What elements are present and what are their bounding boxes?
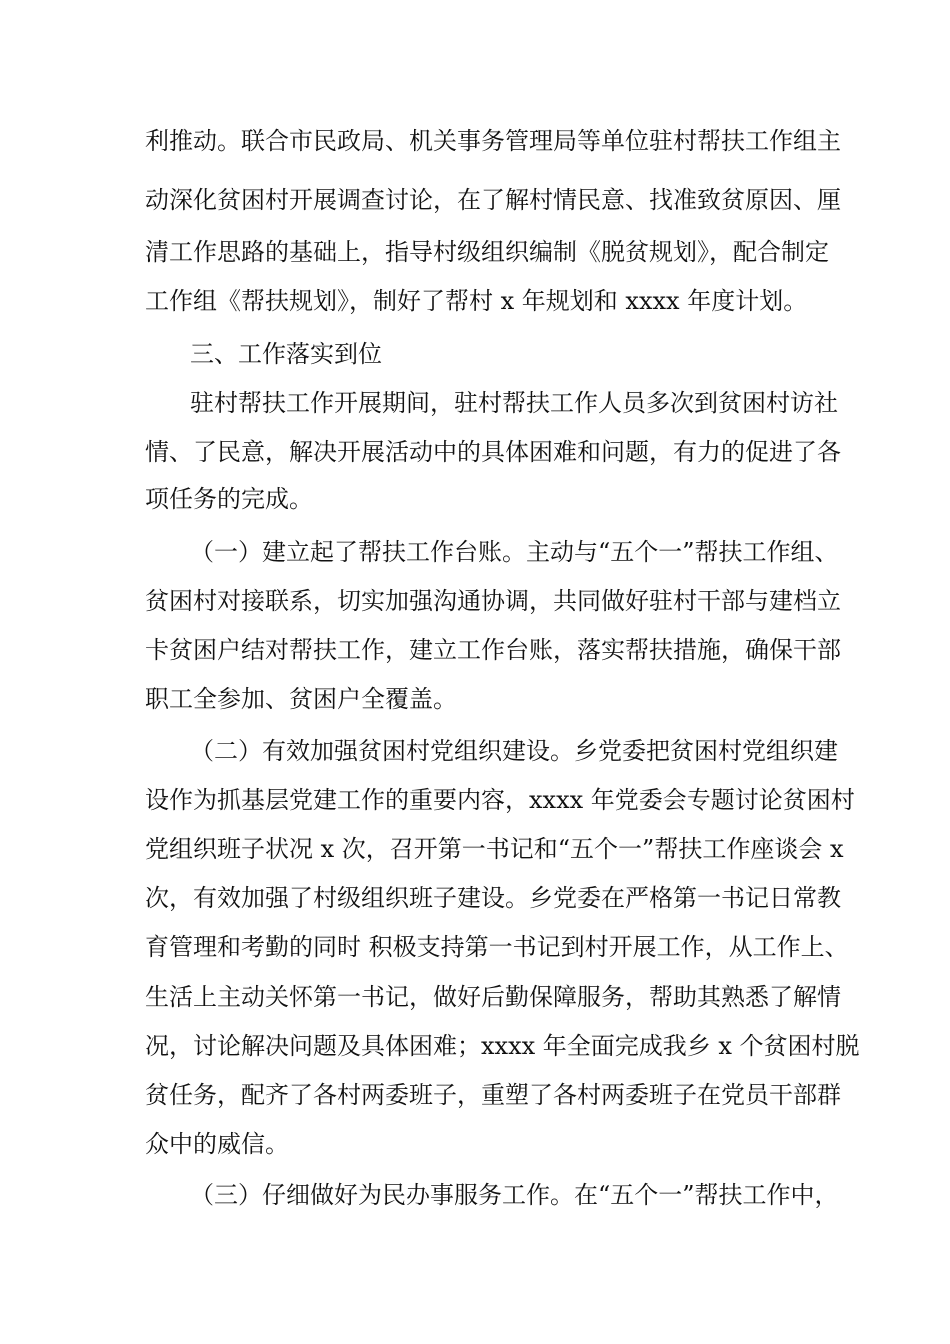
- text-line: 项任务的完成。: [145, 485, 313, 513]
- text-line: 清工作思路的基础上，指导村级组织编制《脱贫规划》，配合制定: [145, 238, 829, 266]
- text-line: 生活上主动关怀第一书记，做好后勤保障服务，帮助其熟悉了解情: [145, 983, 841, 1011]
- text-line: 卡贫困户结对帮扶工作，建立工作台账，落实帮扶措施，确保干部: [145, 636, 841, 664]
- text-line: 贫任务，配齐了各村两委班子，重塑了各村两委班子在党员干部群: [145, 1081, 841, 1109]
- text-line: （二）有效加强贫困村党组织建设。乡党委把贫困村党组织建: [190, 737, 838, 765]
- text-line: 况，讨论解决问题及具体困难；xxxx 年全面完成我乡 x 个贫困村脱: [145, 1032, 860, 1060]
- text-line: 情、了民意，解决开展活动中的具体困难和问题，有力的促进了各: [145, 438, 841, 466]
- text-line: 育管理和考勤的同时 积极支持第一书记到村开展工作，从工作上、: [145, 933, 849, 961]
- text-line: 次，有效加强了村级组织班子建设。乡党委在严格第一书记日常教: [145, 884, 841, 912]
- text-line: 工作组《帮扶规划》，制好了帮村 x 年规划和 xxxx 年度计划。: [145, 287, 808, 315]
- text-line: 贫困村对接联系，切实加强沟通协调，共同做好驻村干部与建档立: [145, 587, 841, 615]
- text-line: 众中的威信。: [145, 1130, 289, 1158]
- text-line: 设作为抓基层党建工作的重要内容，xxxx 年党委会专题讨论贫困村: [145, 786, 855, 814]
- section-heading: 三、工作落实到位: [190, 340, 382, 368]
- text-line: 党组织班子状况 x 次，召开第一书记和“五个一”帮扶工作座谈会 x: [145, 835, 844, 863]
- text-line: 动深化贫困村开展调查讨论，在了解村情民意、找准致贫原因、厘: [145, 186, 841, 214]
- text-line: （三）仔细做好为民办事服务工作。在“五个一”帮扶工作中，: [190, 1181, 839, 1209]
- text-line: 驻村帮扶工作开展期间，驻村帮扶工作人员多次到贫困村访社: [190, 389, 838, 417]
- text-line: （一）建立起了帮扶工作台账。主动与“五个一”帮扶工作组、: [190, 538, 839, 566]
- text-line: 利推动。联合市民政局、机关事务管理局等单位驻村帮扶工作组主: [145, 127, 841, 155]
- text-line: 职工全参加、贫困户全覆盖。: [145, 685, 457, 713]
